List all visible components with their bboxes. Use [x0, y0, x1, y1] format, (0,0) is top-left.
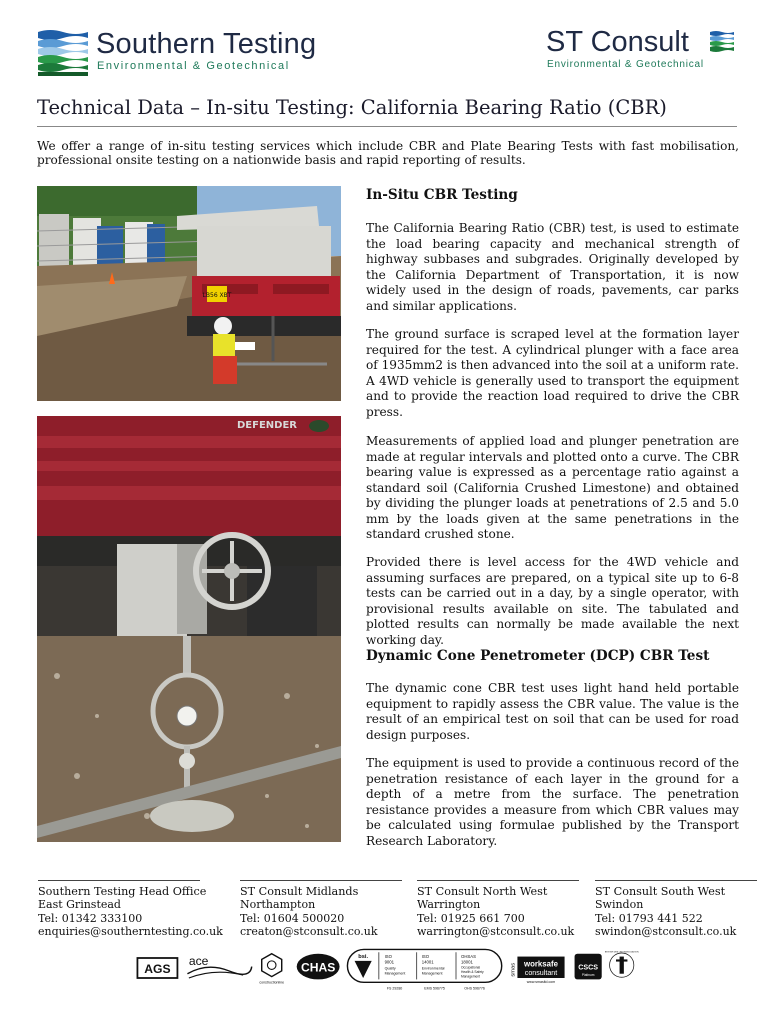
accreditation-logos — [36, 948, 736, 998]
office-location: Swindon — [595, 898, 644, 912]
insitu-paragraph-4: Provided there is level access for the 4WD vehicle and assuming surfaces are prepared, on a typical site up to 6-8 tests can be carried out in a day, by a single operator, with provisional results available on site. The tabulated and plotted results can normally be made available the next working day. — [366, 555, 739, 647]
svg-text:BRITISH DRILLING ASSOCIATION: BRITISH DRILLING ASSOCIATION — [604, 951, 639, 954]
svg-text:constructionline: constructionline — [259, 980, 285, 985]
cbr-press-photo — [37, 416, 341, 842]
office-divider — [595, 880, 757, 881]
defender-badge: DEFENDER — [237, 420, 297, 431]
svg-text:EMS 596775: EMS 596775 — [424, 986, 445, 991]
svg-text:CSCS: CSCS — [578, 963, 599, 972]
office-midlands — [240, 880, 402, 938]
svg-text:bsi.: bsi. — [358, 954, 369, 960]
office-location: East Grinstead — [38, 898, 121, 912]
insitu-paragraph-3: Measurements of applied load and plunger penetration are made at regular intervals and plotted onto a curve. The CBR bearing value is expressed as a percentage ratio against a standard soil (California Crushed Limestone) and obtained by dividing the plunger loads at penetrations of 2.5 and 5.0 mm by the loads given at the same penetrations in the standard crushed stone. — [366, 434, 739, 541]
insitu-p2-wrap — [366, 327, 739, 420]
svg-text:worksafe: worksafe — [523, 959, 559, 969]
svg-text:FS 29280: FS 29280 — [386, 986, 403, 991]
svg-text:Occupational: Occupational — [461, 965, 481, 970]
ace-logo-icon — [187, 954, 251, 978]
svg-text:ISO: ISO — [421, 954, 430, 959]
dcp-paragraph-1: The dynamic cone CBR test uses light hand held portable equipment to rapidly assess the CBR value. The value is the result of an empirical test on soil that can be used for road design purposes. — [366, 681, 739, 742]
office-tel: Tel: 01925 661 700 — [417, 911, 525, 925]
dcp-p1-wrap — [366, 681, 739, 743]
svg-text:Quality: Quality — [384, 966, 396, 971]
southern-testing-name: Southern Testing — [96, 28, 317, 60]
southern-testing-logo — [38, 28, 338, 78]
svg-text:Management: Management — [461, 974, 481, 979]
svg-text:Management: Management — [421, 971, 443, 976]
office-north-west — [417, 880, 579, 938]
insitu-paragraph-1: The California Bearing Ratio (CBR) test, is used to estimate the load bearing capacity and mechanical strength of highway subbases and subgrades. Originally developed by the California Department of Transportation, it is now widely used in the design of roads, pavements, car parks and similar applications. — [366, 221, 739, 313]
cbr-site-photo — [37, 186, 341, 401]
svg-text:OHS 596776: OHS 596776 — [464, 986, 485, 991]
insitu-heading: In-Situ CBR Testing — [366, 187, 518, 203]
office-email[interactable]: creaton@stconsult.co.uk — [240, 924, 378, 938]
southern-testing-waves-logo-icon — [38, 28, 88, 76]
svg-text:ISO: ISO — [384, 954, 392, 959]
office-tel: Tel: 01793 441 522 — [595, 911, 703, 925]
svg-text:18001: 18001 — [461, 959, 473, 965]
dcp-section — [366, 648, 739, 664]
office-head — [38, 880, 223, 938]
title-divider — [37, 126, 737, 127]
office-name: Southern Testing Head Office — [38, 885, 207, 898]
office-tel: Tel: 01604 500020 — [240, 911, 345, 925]
st-consult-name: ST Consult — [546, 26, 689, 58]
number-plate: LB56 XBT — [202, 292, 232, 299]
svg-text:Management: Management — [384, 971, 406, 976]
insitu-paragraph-2: The ground surface is scraped level at the formation layer required for the test. A cylindrical plunger with a face area of 1935mm2 is then advanced into the soil at a uniform rate. A 4WD vehicle is generally used to transport the equipment and to provide the reaction load required to drive the CBR press. — [366, 327, 739, 419]
office-divider — [417, 880, 579, 881]
svg-text:consultant: consultant — [524, 969, 558, 978]
insitu-section — [366, 187, 739, 203]
svg-text:Environmental: Environmental — [421, 966, 445, 971]
office-divider — [38, 880, 200, 881]
constructionline-logo-icon — [259, 954, 284, 985]
insitu-p4-wrap — [366, 555, 739, 648]
svg-text:Platinum: Platinum — [581, 972, 595, 977]
office-email[interactable]: enquiries@southerntesting.co.uk — [38, 924, 223, 938]
ags-logo-icon — [137, 958, 177, 978]
st-consult-tagline: Environmental & Geotechnical — [547, 59, 704, 70]
office-tel: Tel: 01342 333100 — [38, 911, 143, 925]
insitu-p3-wrap — [366, 434, 739, 543]
cscs-logo-icon — [575, 954, 602, 980]
office-location: Warrington — [417, 898, 481, 912]
southern-testing-tagline: Environmental & Geotechnical — [97, 60, 290, 72]
office-email[interactable]: swindon@stconsult.co.uk — [595, 924, 737, 938]
svg-text:AGS: AGS — [144, 962, 171, 976]
office-divider — [240, 880, 402, 881]
svg-text:9001: 9001 — [384, 959, 395, 965]
insitu-p1-wrap — [366, 221, 739, 314]
office-name: ST Consult North West — [417, 885, 548, 898]
bsi-iso-logo-icon — [347, 949, 501, 990]
dcp-heading: Dynamic Cone Penetrometer (DCP) CBR Test — [366, 648, 710, 664]
svg-text:smas: smas — [510, 962, 517, 977]
bda-logo-icon — [605, 950, 639, 977]
svg-text:CHAS: CHAS — [300, 960, 336, 975]
st-consult-waves-logo-icon — [710, 30, 734, 52]
dcp-p2-wrap — [366, 756, 739, 849]
svg-text:ace: ace — [188, 954, 209, 969]
dcp-paragraph-2: The equipment is used to provide a continuous record of the penetration resistance of each layer in the ground for a depth of a metre from the surface. The penetration resistance provides a measure from which CBR values may be calculated using formulae published by the Transport Research Laboratory. — [366, 756, 739, 848]
st-consult-logo — [534, 26, 734, 76]
office-email[interactable]: warrington@stconsult.co.uk — [417, 924, 575, 938]
intro-paragraph: We offer a range of in-situ testing services which include CBR and Plate Bearing Tests with fast mobilisation, professional onsite testing on a nationwide basis and rapid reporting of results. — [37, 139, 739, 167]
office-name: ST Consult South West — [595, 885, 726, 898]
page-title: Technical Data – In-situ Testing: California Bearing Ratio (CBR) — [37, 96, 667, 119]
smas-worksafe-logo-icon — [511, 957, 565, 984]
svg-text:14001: 14001 — [421, 959, 434, 965]
svg-text:Health & Safety: Health & Safety — [461, 970, 484, 974]
office-name: ST Consult Midlands — [240, 885, 359, 898]
svg-text:www.smasltd.com: www.smasltd.com — [526, 980, 556, 984]
chas-logo-icon — [297, 954, 340, 980]
office-location: Northampton — [240, 898, 316, 912]
svg-text:OHSAS: OHSAS — [461, 954, 476, 959]
office-south-west — [595, 880, 757, 938]
